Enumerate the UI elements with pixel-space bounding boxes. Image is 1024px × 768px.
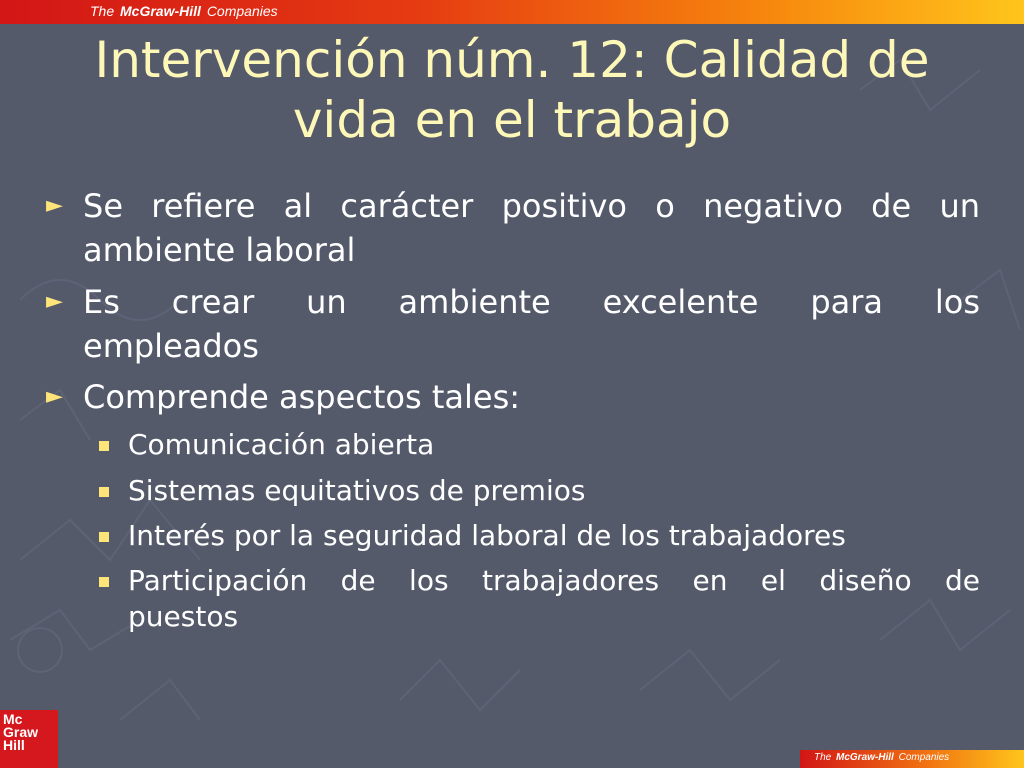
logo-text: Hill	[3, 737, 25, 753]
square-bullet-icon	[99, 577, 109, 587]
arrow-bullet-icon: ►	[46, 384, 63, 409]
brand-name: McGraw-Hill	[836, 752, 894, 763]
bullet-text: ambiente laboral	[83, 231, 356, 269]
slide-title	[40, 30, 984, 150]
square-bullet-icon	[99, 487, 109, 497]
top-brand-text	[90, 3, 278, 19]
mcgraw-hill-logo	[0, 710, 58, 768]
slide-title-line-1: Intervención núm. 12: Calidad de	[94, 31, 930, 89]
bullet-text: Comprende aspectos tales:	[83, 378, 521, 416]
brand-the: The	[90, 3, 115, 19]
brand-suffix: Companies	[206, 3, 278, 19]
subbullet-text: puestos	[128, 600, 239, 633]
brand-suffix: Companies	[898, 752, 950, 763]
subbullet-text: Interés por la seguridad laboral de los trabajadores	[128, 519, 846, 552]
slide-title-line-2: vida en el trabajo	[292, 91, 732, 149]
brand-name: McGraw-Hill	[120, 3, 201, 19]
top-brand-bar	[0, 0, 1024, 24]
arrow-bullet-icon: ►	[46, 193, 63, 218]
square-bullet-icon	[99, 441, 109, 451]
subbullet-text: Sistemas equitativos de premios	[128, 474, 586, 507]
subbullet-text: Participación de los trabajadores en el diseño de	[128, 564, 980, 597]
arrow-bullet-icon: ►	[46, 289, 63, 314]
bullet-text: empleados	[83, 327, 259, 365]
logo-text: Mc	[3, 711, 23, 727]
bottom-brand-text	[814, 752, 949, 763]
bullet-text: Es crear un ambiente excelente para los	[83, 283, 980, 321]
subbullet-text: Comunicación abierta	[128, 428, 435, 461]
logo-text: Graw	[3, 724, 39, 740]
brand-the: The	[814, 752, 832, 763]
square-bullet-icon	[99, 532, 109, 542]
bottom-brand-bar	[800, 750, 1024, 768]
bullet-text: Se refiere al carácter positivo o negativo de un	[83, 187, 980, 225]
